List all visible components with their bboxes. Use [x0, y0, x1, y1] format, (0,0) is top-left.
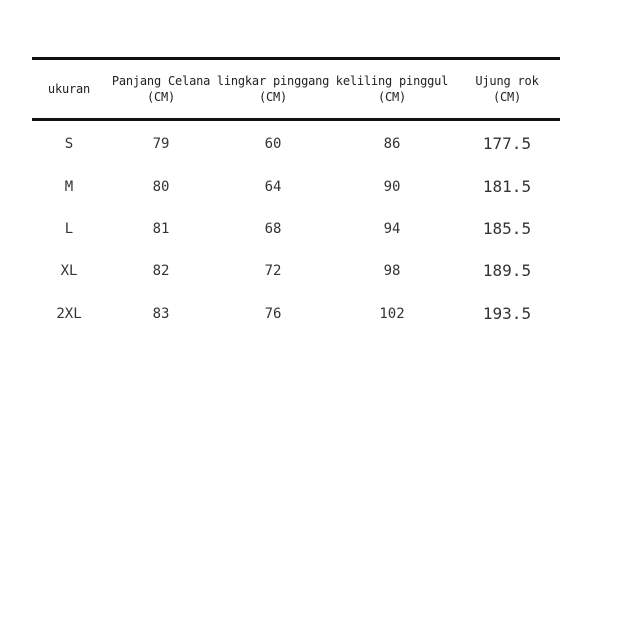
- cell-hip: 102: [379, 305, 405, 322]
- cell-waist: 76: [264, 305, 282, 322]
- cell-hip: 90: [383, 178, 401, 195]
- header-hem-label: Ujung rok: [475, 74, 539, 88]
- header-waist: [216, 73, 330, 105]
- cell-waist: 64: [264, 178, 282, 195]
- header-pants-length: [106, 73, 216, 105]
- cell-hem: 193.5: [482, 303, 532, 323]
- table-row: [32, 165, 560, 207]
- header-pants-length-unit: (CM): [146, 90, 176, 104]
- cell-pants-length: 83: [152, 305, 170, 322]
- size-chart-table: [32, 57, 560, 335]
- header-hem-unit: (CM): [492, 90, 522, 104]
- cell-size: S: [64, 136, 74, 153]
- header-hip-label: keliling pinggul: [335, 74, 449, 88]
- header-hip-unit: (CM): [377, 90, 407, 104]
- cell-size: M: [64, 178, 74, 195]
- header-waist-label: lingkar pinggang: [216, 74, 330, 88]
- cell-hem: 181.5: [482, 176, 532, 196]
- table-row: [32, 208, 560, 250]
- cell-hem: 185.5: [482, 218, 532, 238]
- table-row: [32, 123, 560, 165]
- table-row: [32, 293, 560, 335]
- cell-pants-length: 79: [152, 136, 170, 153]
- table-header-row: [32, 60, 560, 118]
- cell-hip: 98: [383, 263, 401, 280]
- header-size-label: ukuran: [47, 82, 91, 96]
- cell-waist: 68: [264, 220, 282, 237]
- cell-hip: 94: [383, 220, 401, 237]
- table-row: [32, 250, 560, 292]
- header-hem: [454, 73, 560, 105]
- cell-pants-length: 81: [152, 220, 170, 237]
- cell-size: 2XL: [56, 305, 82, 322]
- header-size: [32, 81, 106, 97]
- cell-hip: 86: [383, 136, 401, 153]
- header-hip: [330, 73, 454, 105]
- cell-pants-length: 80: [152, 178, 170, 195]
- cell-size: L: [64, 220, 74, 237]
- cell-pants-length: 82: [152, 263, 170, 280]
- cell-waist: 72: [264, 263, 282, 280]
- cell-hem: 189.5: [482, 261, 532, 281]
- cell-waist: 60: [264, 136, 282, 153]
- table-body: [32, 121, 560, 335]
- cell-size: XL: [60, 263, 78, 280]
- header-waist-unit: (CM): [258, 90, 288, 104]
- cell-hem: 177.5: [482, 134, 532, 154]
- header-pants-length-label: Panjang Celana: [111, 74, 211, 88]
